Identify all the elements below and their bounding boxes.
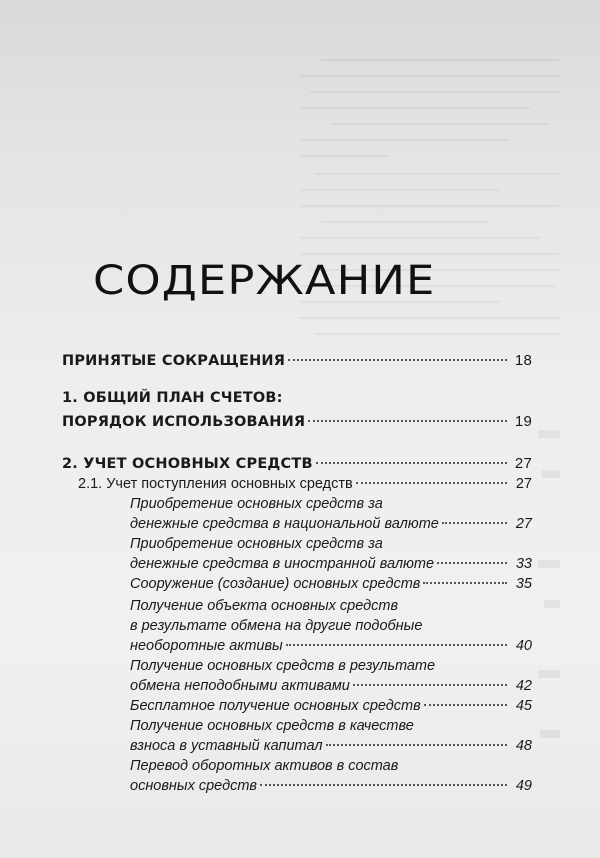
dot-leader xyxy=(424,704,507,706)
toc-page-number: 42 xyxy=(515,678,532,694)
toc-page-number: 48 xyxy=(515,738,532,754)
toc-entry-title: Бесплатное получение основных средств xyxy=(130,698,421,714)
dot-leader xyxy=(437,562,507,564)
toc-entry-title: обмена неподобными активами xyxy=(130,678,350,694)
toc-page-number: 49 xyxy=(515,778,532,794)
toc-entry-construction[interactable] xyxy=(130,576,532,592)
toc-entry-abbreviations[interactable] xyxy=(62,352,532,369)
dot-leader xyxy=(442,522,507,524)
toc-entry-title: ПОРЯДОК ИСПОЛЬЗОВАНИЯ xyxy=(62,414,306,430)
toc-page-number: 27 xyxy=(515,476,532,492)
toc-entry-capital-contribution-line1[interactable]: Получение основных средств в качестве xyxy=(130,718,414,734)
toc-entry-title: 2.1. Учет поступления основных средств xyxy=(78,476,353,492)
page-title: СОДЕРЖАНИЕ xyxy=(93,258,436,304)
toc-entry-title: денежные средства в национальной валюте xyxy=(130,516,439,532)
dot-leader xyxy=(286,644,507,646)
toc-entry-title: ПРИНЯТЫЕ СОКРАЩЕНИЯ xyxy=(62,353,286,369)
dot-leader xyxy=(353,684,507,686)
dot-leader xyxy=(326,744,507,746)
toc-entry-free-receipt[interactable] xyxy=(130,698,532,714)
toc-page-number: 18 xyxy=(514,352,532,369)
toc-entry-title: взноса в уставный капитал xyxy=(130,738,323,754)
toc-page-number: 35 xyxy=(515,576,532,592)
toc-entry-title: Сооружение (создание) основных средств xyxy=(130,576,421,592)
dot-leader xyxy=(423,582,507,584)
toc-page-number: 45 xyxy=(515,698,532,714)
toc-page-number: 33 xyxy=(515,556,532,572)
dot-leader xyxy=(288,359,507,361)
toc-entry-dissimilar-exchange-line1[interactable]: Получение основных средств в результате xyxy=(130,658,436,674)
dot-leader xyxy=(308,420,507,422)
toc-entry-asset-receipt[interactable] xyxy=(78,476,532,492)
toc-page-number: 27 xyxy=(515,516,532,532)
toc-entry-title: 2. УЧЕТ ОСНОВНЫХ СРЕДСТВ xyxy=(62,456,313,472)
toc-entry-title: необоротные активы xyxy=(130,638,283,654)
toc-entry-chart-of-accounts-line1[interactable]: 1. ОБЩИЙ ПЛАН СЧЕТОВ: xyxy=(62,390,283,406)
toc-page-number: 19 xyxy=(514,413,532,430)
toc-entry-dissimilar-exchange[interactable] xyxy=(130,678,532,694)
toc-entry-national-currency-line1[interactable]: Приобретение основных средств за xyxy=(130,496,383,512)
toc-entry-national-currency[interactable] xyxy=(130,516,532,532)
toc-entry-foreign-currency[interactable] xyxy=(130,556,532,572)
toc-entry-fixed-assets[interactable] xyxy=(62,455,532,472)
toc-entry-capital-contribution[interactable] xyxy=(130,738,532,754)
toc-page-number: 40 xyxy=(515,638,532,654)
toc-entry-chart-of-accounts[interactable] xyxy=(62,413,532,430)
toc-entry-current-assets-transfer-line1[interactable]: Перевод оборотных активов в состав xyxy=(130,758,399,774)
toc-entry-current-assets-transfer[interactable] xyxy=(130,778,532,794)
dot-leader xyxy=(316,462,507,464)
toc-entry-title: основных средств xyxy=(130,778,257,794)
toc-entry-similar-exchange[interactable] xyxy=(130,638,532,654)
toc-page-number: 27 xyxy=(514,455,532,472)
toc-entry-similar-exchange-line1[interactable]: Получение объекта основных средств xyxy=(130,598,399,614)
toc-entry-similar-exchange-line2[interactable]: в результате обмена на другие подобные xyxy=(130,618,423,634)
bleed-through-text xyxy=(300,55,530,385)
toc-entry-foreign-currency-line1[interactable]: Приобретение основных средств за xyxy=(130,536,383,552)
dot-leader xyxy=(260,784,507,786)
toc-entry-title: денежные средства в иностранной валюте xyxy=(130,556,435,572)
dot-leader xyxy=(356,482,507,484)
